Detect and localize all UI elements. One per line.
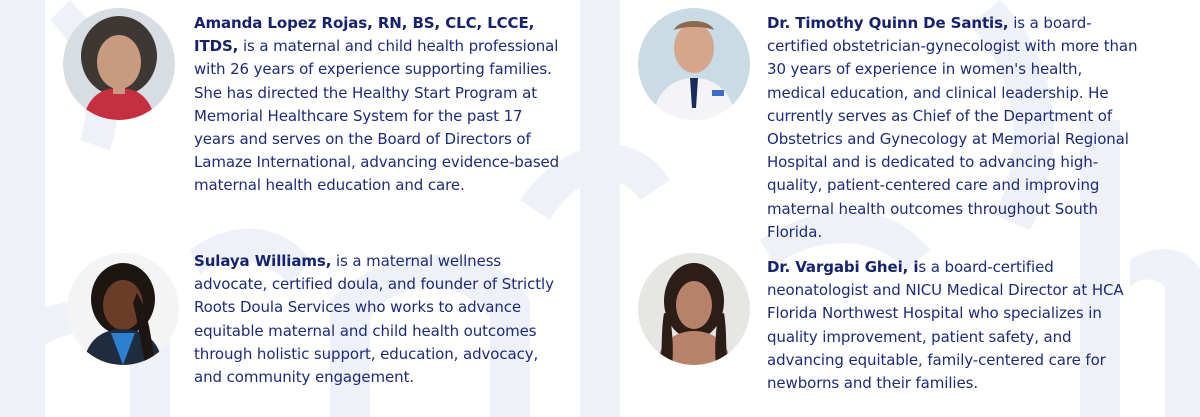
bio-text-sulaya — [194, 250, 566, 389]
bio-description-sulaya: is a maternal wellness advocate, certified doula, and founder of Strictly Roots Doula Services who works to advance equitable maternal and child health outcomes through holistic support, education, advocacy, and community engagement. — [194, 252, 554, 387]
bio-name-vargabi: Dr. Vargabi Ghei, i — [767, 258, 919, 276]
bio-name-amanda: Amanda Lopez Rojas, RN, BS, CLC, LCCE, ITDS, — [194, 14, 535, 56]
bio-description-vargabi: s a board-certified neonatologist and NICU Medical Director at HCA Florida Northwest Hospital who specializes in quality improvement, patient safety, and advancing equitable, family-centered care for newborns and their families. — [767, 258, 1124, 393]
bio-text-vargabi — [767, 256, 1139, 395]
bio-name-sulaya: Sulaya Williams, — [194, 252, 332, 270]
avatar-vargabi — [638, 253, 750, 365]
bio-text-amanda — [194, 12, 566, 198]
bio-name-timothy: Dr. Timothy Quinn De Santis, — [767, 14, 1009, 32]
avatar-sulaya — [67, 253, 179, 365]
avatar-timothy — [638, 8, 750, 120]
bio-text-timothy — [767, 12, 1139, 244]
bio-description-amanda: is a maternal and child health professional with 26 years of experience supporting families. She has directed the Healthy Start Program at Memorial Healthcare System for the past 17 years and serves on the Board of Directors of Lamaze International, advancing evidence-based maternal health education and care. — [194, 37, 560, 195]
bio-description-timothy: is a board-certified obstetrician-gynecologist with more than 30 years of experience in women's health, medical education, and clinical leadership. He currently serves as Chief of the Department of Obstetrics and Gynecology at Memorial Regional Hospital and is dedicated to advancing high-quality, patient-centered care and improving maternal health outcomes throughout South Florida. — [767, 14, 1138, 241]
avatar-amanda — [63, 8, 175, 120]
